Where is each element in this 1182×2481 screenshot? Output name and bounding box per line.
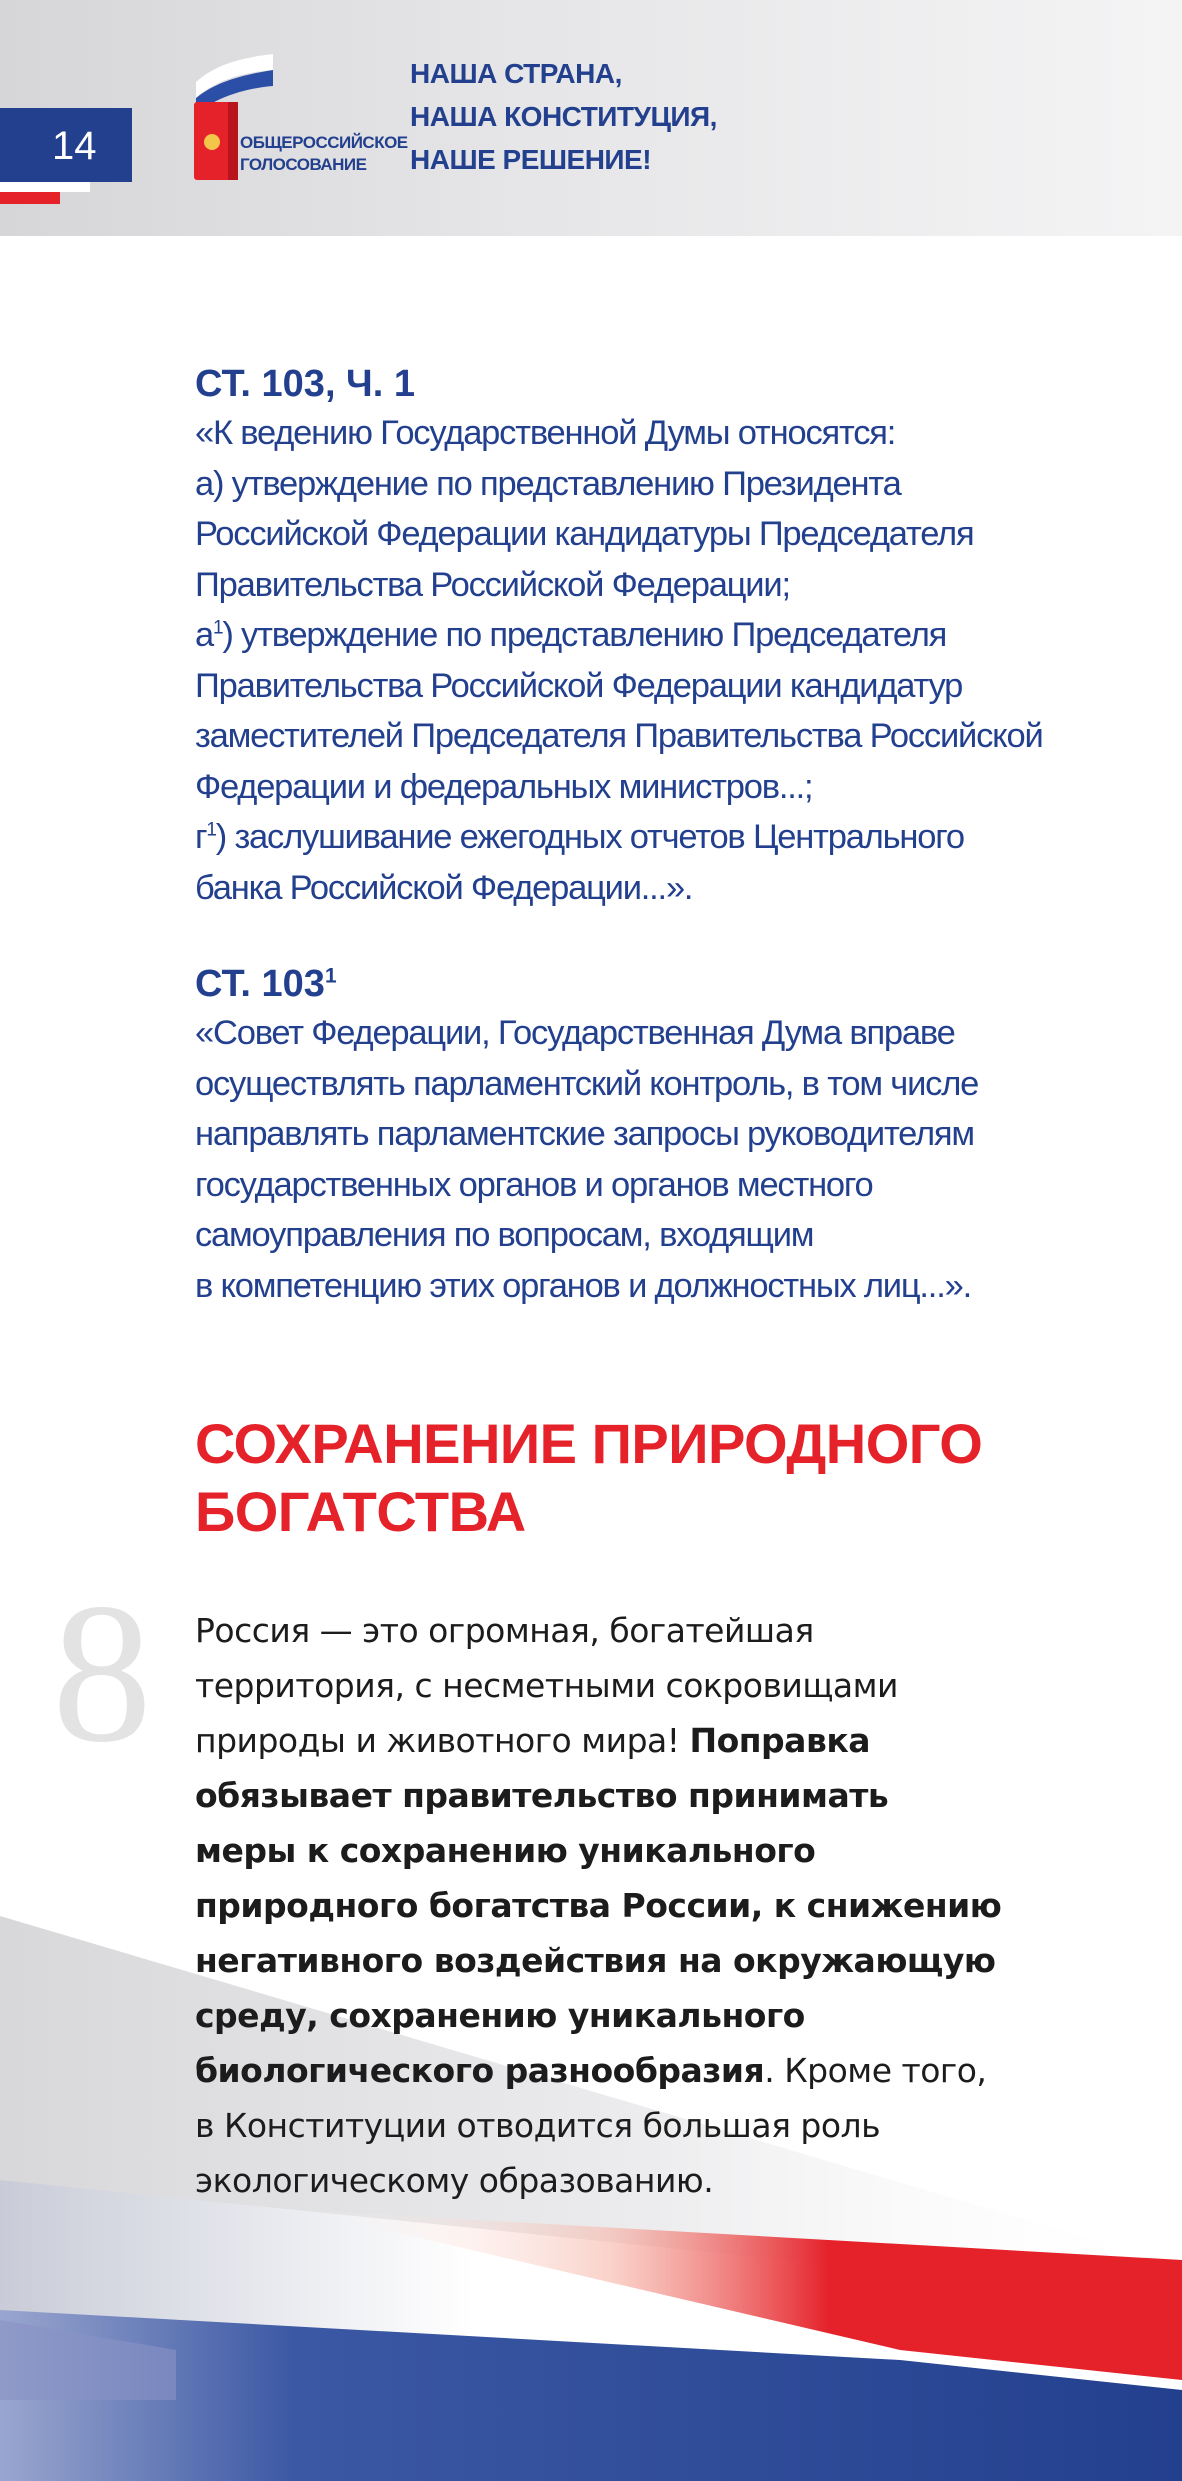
item-marker-close: ) bbox=[215, 818, 227, 856]
article-line: государственных органов и органов местного bbox=[195, 1165, 873, 1204]
article-line: в компетенцию этих органов и должностных лиц...». bbox=[195, 1266, 971, 1305]
paragraph-line: Россия — это огромная, богатейшая bbox=[195, 1611, 814, 1650]
paragraph-text: . Кроме того, bbox=[764, 2051, 987, 2090]
paragraph-line: экологическому образованию. bbox=[195, 2161, 714, 2200]
section-title-line: СОХРАНЕНИЕ ПРИРОДНОГО bbox=[195, 1412, 983, 1475]
article-line-text: заслушивание ежегодных отчетов Центрального bbox=[234, 818, 964, 856]
paragraph-line: в Конституции отводится большая роль bbox=[195, 2106, 881, 2145]
paragraph-line bbox=[195, 1933, 1001, 1988]
paragraph-line bbox=[195, 1713, 1001, 1768]
paragraph-text-bold: обязывает правительство принимать bbox=[195, 1776, 889, 1815]
article-line: направлять парламентские запросы руководителям bbox=[195, 1115, 974, 1153]
article-line: Федерации и федеральных министров...; bbox=[195, 767, 813, 806]
page-header bbox=[0, 0, 1182, 236]
section-paragraph bbox=[195, 1603, 1001, 2208]
item-marker-sup: 1 bbox=[213, 617, 223, 639]
logo-text-line: ГОЛОСОВАНИЕ bbox=[240, 155, 367, 174]
article-line bbox=[195, 610, 1043, 661]
article-2-title bbox=[195, 962, 337, 1006]
item-marker-sup: 1 bbox=[206, 819, 216, 841]
article-line: Российской Федерации кандидатуры Председателя bbox=[195, 515, 974, 553]
paragraph-text: природы и животного мира! bbox=[195, 1721, 690, 1760]
slogan bbox=[410, 52, 717, 181]
article-line: банка Российской Федерации...». bbox=[195, 868, 693, 907]
paragraph-text-bold: Поправка bbox=[689, 1721, 870, 1760]
article-line: «Совет Федерации, Государственная Дума вправе bbox=[195, 1014, 955, 1052]
paragraph-text-bold: природного богатства России, к снижению bbox=[195, 1886, 1002, 1925]
tab-stripe-red bbox=[0, 192, 60, 204]
article-line bbox=[195, 812, 1043, 863]
article-2-title-sup: 1 bbox=[324, 964, 337, 988]
section-title bbox=[195, 1410, 982, 1546]
paragraph-line bbox=[195, 1878, 1001, 1933]
article-line: а) утверждение по представлению Президента bbox=[195, 464, 901, 503]
paragraph-text-bold: биологического разнообразия bbox=[195, 2051, 765, 2090]
paragraph-line: территория, с несметными сокровищами bbox=[195, 1666, 898, 1705]
article-2-title-text: СТ. 103 bbox=[195, 963, 325, 1005]
article-2-body bbox=[195, 1008, 978, 1311]
article-line: самоуправления по вопросам, входящим bbox=[195, 1216, 814, 1254]
slogan-line: НАШЕ РЕШЕНИЕ! bbox=[410, 144, 652, 175]
tab-stripe-white bbox=[0, 182, 90, 192]
article-line: осуществлять парламентский контроль, в том числе bbox=[195, 1064, 979, 1103]
paragraph-line bbox=[195, 1768, 1001, 1823]
item-marker: г bbox=[195, 818, 207, 856]
article-1-title: СТ. 103, Ч. 1 bbox=[195, 363, 416, 405]
item-marker-close: ) bbox=[222, 616, 233, 654]
page-number: 14 bbox=[52, 124, 97, 168]
article-line: заместителей Председателя Правительства Российской bbox=[195, 717, 1043, 755]
section-number: 8 bbox=[52, 1563, 152, 1784]
paragraph-line bbox=[195, 2043, 1001, 2098]
slogan-line: НАША КОНСТИТУЦИЯ, bbox=[410, 101, 717, 132]
article-line: Правительства Российской Федерации кандидатур bbox=[195, 666, 963, 705]
article-line-text: утверждение по представлению Председателя bbox=[241, 616, 947, 654]
logo-text-line: ОБЩЕРОССИЙСКОЕ bbox=[240, 133, 408, 152]
article-line: Правительства Российской Федерации; bbox=[195, 565, 790, 604]
article-1-body bbox=[195, 408, 1043, 913]
paragraph-text-bold: негативного воздействия на окружающую bbox=[195, 1941, 996, 1980]
logo-text bbox=[240, 132, 408, 176]
paragraph-text-bold: меры к сохранению уникального bbox=[195, 1831, 816, 1870]
item-marker: а bbox=[195, 616, 213, 654]
paragraph-line bbox=[195, 1988, 1001, 2043]
section-title-line: БОГАТСТВА bbox=[195, 1480, 526, 1543]
paragraph-line bbox=[195, 1823, 1001, 1878]
slogan-line: НАША СТРАНА, bbox=[410, 58, 622, 89]
paragraph-text-bold: среду, сохранению уникального bbox=[195, 1996, 805, 2035]
article-line: «К ведению Государственной Думы относятся: bbox=[195, 414, 896, 452]
